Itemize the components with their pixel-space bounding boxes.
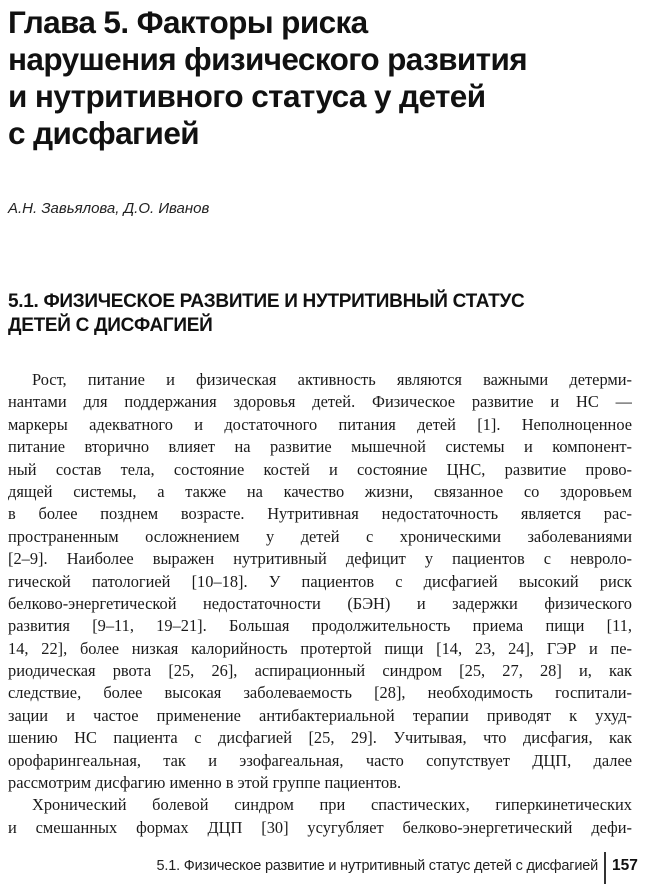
body-line: ный состав тела, состояние костей и состояние ЦНС, развитие прово- — [8, 459, 632, 479]
body-line: зации и частое применение антибактериальной терапии приводят к ухуд- — [8, 705, 632, 725]
body-line: гической патологией [10–18]. У пациентов с дисфагией высокий риск — [8, 571, 632, 591]
body-line: [2–9]. Наиболее выражен нутритивный дефицит у пациентов с невроло- — [8, 549, 632, 569]
body-line: питание вторично влияет на развитие мышечной системы и компонент- — [8, 437, 632, 457]
body-line: и смешанных формах ДЦП [30] усугубляет белково-энергетический дефи- — [8, 817, 632, 837]
body-line: риодическая рвота [25, 26], аспирационный синдром [25, 27, 28] и, как — [8, 661, 632, 681]
body-line: развития [9–11, 19–21]. Большая продолжительность приема пищи [11, — [8, 616, 632, 636]
section-title — [8, 290, 638, 338]
page-footer — [0, 850, 648, 886]
body-line: Хронический болевой синдром при спастических, гиперкинетических — [32, 795, 632, 815]
section-title-line: ДЕТЕЙ С ДИСФАГИЕЙ — [8, 315, 213, 336]
chapter-title-line: и нутритивного статуса у детей — [8, 78, 486, 114]
body-line: в более позднем возрасте. Нутритивная недостаточность является рас- — [8, 504, 632, 524]
chapter-title — [8, 4, 638, 152]
section-title-line: 5.1. ФИЗИЧЕСКОЕ РАЗВИТИЕ И НУТРИТИВНЫЙ СТАТУС — [8, 291, 525, 312]
footer-divider — [604, 852, 606, 884]
body-line: шению НС пациента с дисфагией [25, 29]. Учитывая, что дисфагия, как — [8, 728, 632, 748]
chapter-title-line: Глава 5. Факторы риска — [8, 4, 368, 40]
page-number: 157 — [612, 857, 638, 874]
body-line: дящей системы, а также на качество жизни, связанное со здоровьем — [8, 481, 632, 501]
chapter-title-line: с дисфагией — [8, 115, 199, 151]
chapter-title-line: нарушения физического развития — [8, 41, 528, 77]
body-line: 14, 22], более низкая калорийность протертой пищи [14, 23, 24], ГЭР и пе- — [8, 638, 632, 658]
body-line: пространенным осложнением у детей с хроническими заболеваниями — [8, 526, 632, 546]
body-line: маркеры адекватного и достаточного питания детей [1]. Неполноценное — [8, 414, 632, 434]
running-title: 5.1. Физическое развитие и нутритивный статус детей с дисфагией — [156, 858, 598, 874]
body-line: следствие, более высокая заболеваемость [28], необходимость госпитали- — [8, 683, 632, 703]
body-line: белково-энергетической недостаточности (БЭН) и задержки физического — [8, 593, 632, 613]
body-line: Рост, питание и физическая активность являются важными детерми- — [32, 370, 632, 389]
body-line: рассмотрим дисфагию именно в этой группе пациентов. — [8, 773, 402, 793]
body-text — [8, 369, 632, 839]
body-line: орофарингеальная, так и эзофагеальная, часто сопутствует ДЦП, далее — [8, 750, 632, 770]
body-line: нантами для поддержания здоровья детей. Физическое развитие и НС — — [8, 392, 632, 412]
chapter-authors: А.Н. Завьялова, Д.О. Иванов — [8, 200, 210, 217]
